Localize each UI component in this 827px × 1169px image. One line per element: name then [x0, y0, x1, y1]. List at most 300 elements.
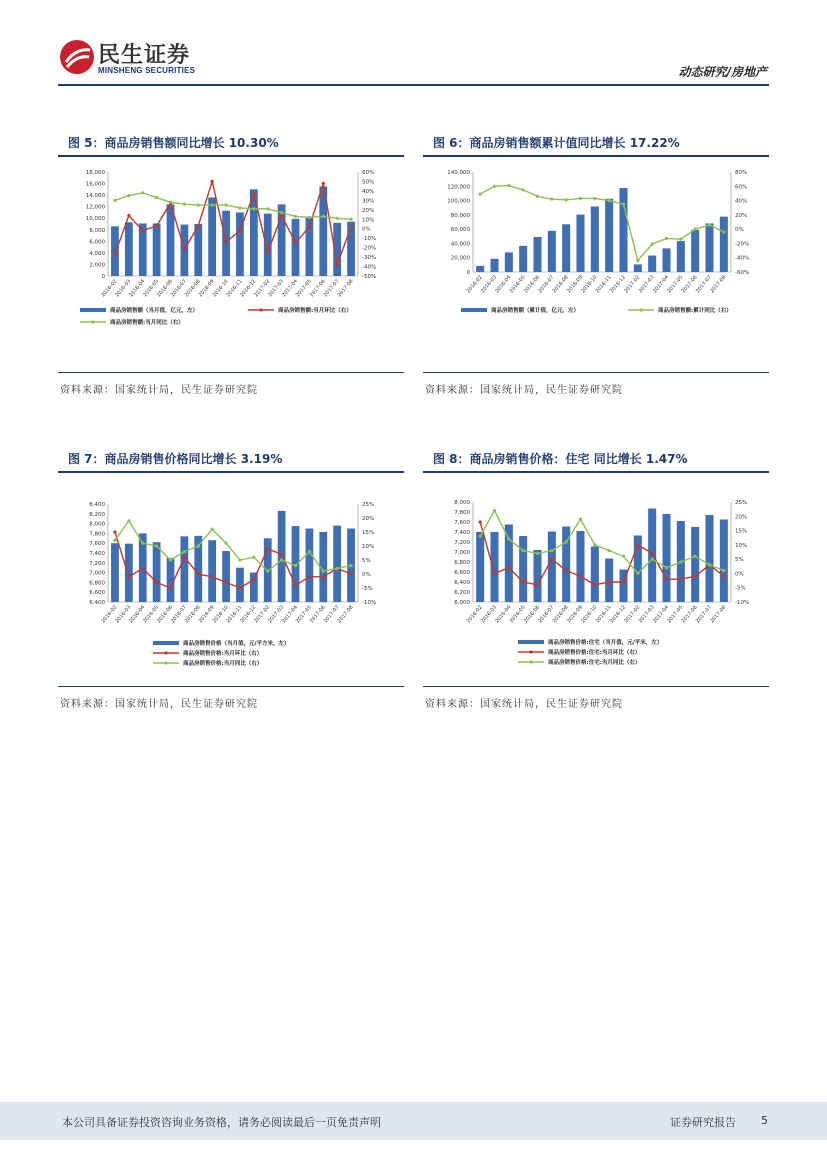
figure-8-source: 资料来源：国家统计局，民生证券研究院	[425, 699, 623, 710]
x-tick-label: 2016-06	[522, 274, 542, 295]
series-line	[480, 522, 724, 585]
series-point	[155, 581, 158, 584]
series-point	[349, 225, 352, 228]
x-tick-label: 2016-04	[128, 278, 147, 299]
report-section: 动态研究/房地产	[678, 65, 767, 79]
series-line	[480, 186, 724, 261]
left-tick-label: 120,000	[447, 184, 470, 191]
figure-8-chart	[423, 480, 769, 692]
series-point	[708, 563, 711, 566]
left-tick-label: 6,800	[89, 580, 105, 587]
series-point	[694, 228, 697, 231]
series-point	[280, 214, 283, 217]
figure-8-top-rule	[423, 471, 769, 473]
series-point	[522, 188, 525, 191]
legend-marker	[164, 651, 167, 654]
series-point	[308, 216, 311, 219]
bar	[648, 509, 656, 603]
series-point	[493, 572, 496, 575]
x-tick-label: 2016-07	[537, 604, 556, 625]
x-tick-label: 2016-04	[494, 604, 513, 625]
bar	[347, 222, 355, 276]
series-point	[238, 229, 241, 232]
x-tick-label: 2016-09	[565, 274, 585, 295]
series-point	[636, 259, 639, 262]
series-point	[550, 549, 553, 552]
legend-label: 商品房销售额（当月值，亿元，左）	[110, 308, 199, 314]
x-tick-label: 2017-05	[294, 278, 313, 299]
legend-label: 商品房销售价格（当月值，元/平方米，左）	[183, 641, 290, 647]
bar	[605, 199, 613, 272]
series-point	[266, 547, 269, 550]
series-point	[679, 560, 682, 563]
bar	[490, 259, 498, 272]
figure-6-panel	[423, 134, 769, 396]
series-point	[550, 558, 553, 561]
series-point	[197, 572, 200, 575]
series-point	[322, 575, 325, 578]
left-tick-label: 100,000	[447, 198, 470, 205]
series-point	[536, 195, 539, 198]
series-point	[252, 556, 255, 559]
x-tick-label: 2016-06	[155, 604, 175, 625]
legend-marker	[529, 650, 532, 653]
series-point	[479, 535, 482, 538]
x-tick-label: 2016-05	[508, 274, 527, 295]
bar	[576, 215, 584, 272]
right-tick-label: -50%	[362, 274, 377, 280]
x-tick-label: 2017-08	[709, 604, 728, 625]
left-tick-label: 4,000	[89, 250, 105, 257]
series-point	[479, 193, 482, 196]
header-divider	[58, 84, 769, 86]
x-tick-label: 2016-09	[197, 604, 216, 625]
right-tick-label: 30%	[362, 198, 375, 205]
series-point	[211, 575, 214, 578]
right-tick-label: 25%	[735, 500, 748, 506]
series-line	[115, 181, 351, 264]
figure-7-panel	[58, 450, 404, 712]
x-tick-label: 2016-11	[225, 278, 244, 299]
right-tick-label: 0%	[735, 227, 744, 234]
series-point	[493, 509, 496, 512]
series-point	[722, 230, 725, 233]
series-point	[197, 224, 200, 227]
legend-label: 商品房销售价格:当月同比（右）	[183, 661, 263, 667]
figure-7-top-rule	[58, 471, 404, 473]
x-tick-label: 2016-06	[522, 604, 542, 625]
legend-marker	[259, 308, 262, 311]
left-tick-label: 7,000	[89, 570, 105, 577]
x-tick-label: 2017-07	[694, 274, 714, 295]
series-point	[266, 570, 269, 573]
series-point	[665, 566, 668, 569]
series-point	[593, 543, 596, 546]
bar	[533, 237, 541, 272]
series-point	[507, 566, 510, 569]
x-tick-label: 2017-05	[666, 274, 685, 295]
legend-label: 商品房销售额:累计同比（右）	[658, 308, 732, 314]
page-header	[0, 0, 827, 86]
bar	[591, 207, 599, 273]
series-point	[349, 572, 352, 575]
bar	[533, 550, 541, 602]
left-tick-label: 16,000	[85, 181, 105, 188]
series-point	[694, 575, 697, 578]
x-tick-label: 2016-11	[594, 274, 613, 295]
series-point	[608, 199, 611, 202]
x-tick-label: 2016-05	[142, 604, 161, 625]
x-tick-label: 2016-02	[465, 604, 484, 625]
series-point	[336, 263, 339, 266]
bar	[691, 230, 699, 272]
bar	[476, 266, 484, 272]
series-point	[479, 520, 482, 523]
series-point	[322, 570, 325, 573]
series-point	[252, 207, 255, 210]
bar	[208, 197, 216, 276]
legend-swatch	[153, 641, 179, 645]
series-point	[197, 203, 200, 206]
left-tick-label: 2,000	[89, 262, 105, 269]
series-point	[224, 240, 227, 243]
series-point	[127, 575, 130, 578]
bar	[548, 532, 556, 603]
right-tick-label: 0%	[362, 226, 371, 233]
series-point	[694, 555, 697, 558]
series-point	[252, 578, 255, 581]
series-point	[211, 528, 214, 531]
x-tick-label: 2016-08	[183, 604, 202, 625]
right-tick-label: -10%	[362, 600, 377, 606]
x-tick-label: 2016-10	[211, 278, 230, 299]
series-point	[579, 575, 582, 578]
series-point	[224, 581, 227, 584]
right-tick-label: 0%	[735, 571, 744, 578]
left-tick-label: 6,200	[454, 590, 470, 596]
series-point	[651, 243, 654, 246]
x-tick-label: 2016-02	[465, 274, 484, 295]
bar	[691, 527, 699, 602]
figure-5-source: 资料来源：国家统计局，民生证券研究院	[60, 385, 258, 396]
left-tick-label: 7,200	[89, 560, 105, 567]
bar	[292, 219, 300, 276]
series-point	[336, 567, 339, 570]
bar	[490, 532, 498, 602]
x-tick-label: 2017-03	[637, 274, 656, 295]
bar	[720, 217, 728, 272]
x-tick-label: 2016-10	[211, 604, 230, 625]
right-tick-label: 40%	[735, 198, 748, 205]
series-point	[113, 199, 116, 202]
series-point	[665, 578, 668, 581]
x-tick-label: 2017-06	[680, 274, 699, 295]
series-point	[722, 575, 725, 578]
series-point	[536, 583, 539, 586]
series-point	[141, 542, 144, 545]
series-point	[169, 558, 172, 561]
x-tick-label: 2017-04	[651, 274, 671, 295]
series-point	[155, 544, 158, 547]
series-point	[308, 225, 311, 228]
series-point	[224, 203, 227, 206]
x-tick-label: 2017-03	[267, 278, 286, 299]
footer-disclaimer: 本公司具备证券投资咨询业务资格，请务必阅读最后一页免责声明	[62, 1116, 381, 1129]
bar	[476, 532, 484, 602]
series-point	[522, 580, 525, 583]
x-tick-label: 2017-04	[280, 604, 300, 625]
x-tick-label: 2017-03	[637, 604, 656, 625]
bar	[236, 568, 244, 602]
bar	[278, 511, 286, 602]
x-tick-label: 2017-05	[294, 604, 313, 625]
x-tick-label: 2016-09	[197, 278, 216, 299]
bar	[222, 551, 230, 602]
right-tick-label: 25%	[362, 502, 375, 508]
bar	[125, 222, 133, 276]
series-point	[141, 191, 144, 194]
figure-6-bottom-rule	[423, 372, 769, 373]
series-point	[294, 564, 297, 567]
x-tick-label: 2017-02	[253, 278, 272, 299]
right-tick-label: -60%	[735, 270, 750, 276]
page-number: 5	[761, 1114, 768, 1127]
figure-8-title: 图 8：商品房销售价格：住宅 同比增长 1.47%	[433, 452, 688, 466]
x-tick-label: 2017-06	[308, 604, 327, 625]
x-tick-label: 2017-07	[322, 278, 341, 299]
x-tick-label: 2017-08	[336, 278, 355, 299]
series-point	[651, 552, 654, 555]
series-point	[708, 223, 711, 226]
series-point	[252, 192, 255, 195]
bar	[648, 256, 656, 272]
series-point	[280, 558, 283, 561]
minsheng-logo	[58, 38, 208, 78]
x-tick-label: 2017-08	[709, 274, 728, 295]
series-point	[665, 237, 668, 240]
right-tick-label: 50%	[362, 179, 375, 186]
page-footer	[0, 1102, 827, 1140]
figure-5-panel	[58, 134, 404, 396]
figure-6-chart	[423, 164, 769, 376]
series-point	[608, 549, 611, 552]
x-tick-label: 2017-02	[623, 274, 642, 295]
series-point	[169, 586, 172, 589]
right-tick-label: 15%	[362, 530, 375, 536]
left-tick-label: 8,200	[89, 511, 105, 518]
bar	[591, 547, 599, 603]
right-tick-label: -20%	[362, 245, 377, 252]
bar	[505, 252, 513, 272]
x-tick-label: 2017-06	[308, 278, 327, 299]
left-tick-label: 7,600	[454, 520, 470, 526]
figure-7-title: 图 7：商品房销售价格同比增长 3.19%	[68, 452, 283, 466]
series-point	[155, 196, 158, 199]
series-point	[722, 569, 725, 572]
series-point	[238, 558, 241, 561]
bar	[125, 544, 133, 602]
series-point	[636, 543, 639, 546]
series-point	[522, 549, 525, 552]
right-tick-label: 10%	[362, 217, 375, 224]
right-tick-label: 20%	[735, 212, 748, 219]
series-point	[280, 553, 283, 556]
left-tick-label: 12,000	[85, 204, 105, 211]
minsheng-logo-icon	[58, 38, 96, 76]
figure-5-title: 图 5：商品房销售额同比增长 10.30%	[68, 136, 279, 150]
legend-marker	[164, 661, 167, 664]
series-point	[141, 567, 144, 570]
x-tick-label: 2017-05	[666, 604, 685, 625]
x-tick-label: 2016-09	[565, 604, 585, 625]
left-tick-label: 6,000	[454, 600, 470, 606]
series-point	[622, 580, 625, 583]
bar	[634, 264, 642, 272]
right-tick-label: 40%	[362, 188, 375, 195]
right-tick-label: 5%	[362, 558, 371, 564]
series-point	[679, 238, 682, 241]
x-tick-label: 2016-08	[551, 274, 570, 295]
series-point	[183, 550, 186, 553]
left-tick-label: 8,000	[89, 521, 105, 528]
figure-7-bottom-rule	[58, 686, 404, 687]
legend-swatch	[461, 308, 487, 312]
figure-6-top-rule	[423, 155, 769, 157]
bar	[562, 224, 570, 272]
x-tick-label: 2016-12	[608, 274, 628, 295]
series-point	[622, 555, 625, 558]
bar	[153, 223, 161, 276]
left-tick-label: 6,000	[89, 239, 105, 246]
series-point	[280, 211, 283, 214]
series-point	[679, 578, 682, 581]
left-tick-label: 10,000	[85, 216, 105, 223]
bar	[720, 520, 728, 603]
right-tick-label: 80%	[735, 170, 748, 176]
left-tick-label: 20,000	[450, 255, 470, 262]
x-tick-label: 2017-07	[694, 604, 714, 625]
bar	[662, 514, 670, 602]
series-point	[224, 542, 227, 545]
bar	[167, 204, 175, 276]
figure-7-chart	[58, 480, 404, 692]
legend-marker	[91, 320, 94, 323]
legend-label: 商品房销售价格:住宅（当月值，元/平米，左）	[548, 640, 663, 646]
series-point	[211, 203, 214, 206]
x-tick-label: 2016-07	[169, 604, 188, 625]
bar	[111, 543, 119, 602]
legend-label: 商品房销售价格:住宅:当月环比（右）	[548, 650, 641, 656]
legend-swatch	[80, 308, 106, 312]
x-tick-label: 2016-08	[183, 278, 202, 299]
left-tick-label: 6,600	[454, 570, 470, 576]
figure-6-title: 图 6：商品房销售额累计值同比增长 17.22%	[433, 136, 680, 150]
series-point	[113, 539, 116, 542]
x-tick-label: 2017-08	[336, 604, 355, 625]
series-point	[169, 201, 172, 204]
legend-marker	[639, 308, 642, 311]
series-point	[183, 556, 186, 559]
x-tick-label: 2016-04	[494, 274, 513, 295]
series-point	[493, 185, 496, 188]
figure-8-bottom-rule	[423, 686, 769, 687]
right-tick-label: -40%	[362, 264, 377, 271]
left-tick-label: 6,600	[89, 590, 105, 597]
figure-5-bottom-rule	[58, 372, 404, 373]
x-tick-label: 2017-03	[267, 604, 286, 625]
bar	[111, 226, 119, 276]
footer-doc-type: 证券研究报告	[670, 1116, 736, 1129]
bar	[505, 525, 513, 603]
series-point	[113, 253, 116, 256]
series-point	[183, 248, 186, 251]
left-tick-label: 80,000	[450, 212, 470, 219]
left-tick-label: 40,000	[450, 241, 470, 248]
legend-label: 商品房销售额:当月环比（右）	[278, 308, 352, 314]
left-tick-label: 6,400	[89, 600, 105, 606]
series-point	[127, 519, 130, 522]
left-tick-label: 7,600	[89, 541, 105, 548]
series-point	[141, 229, 144, 232]
left-tick-label: 7,800	[454, 510, 470, 516]
series-point	[349, 218, 352, 221]
left-tick-label: 18,000	[85, 170, 105, 176]
series-point	[127, 214, 130, 217]
x-tick-label: 2017-04	[651, 604, 671, 625]
right-tick-label: -5%	[735, 585, 746, 592]
series-point	[507, 184, 510, 187]
logo-chinese-name: 民生证券	[98, 43, 191, 68]
series-point	[197, 544, 200, 547]
series-point	[308, 575, 311, 578]
left-tick-label: 7,400	[454, 530, 470, 536]
series-point	[550, 198, 553, 201]
bar	[333, 526, 341, 602]
series-point	[593, 197, 596, 200]
left-tick-label: 6,400	[454, 580, 470, 586]
right-tick-label: -10%	[362, 236, 377, 243]
series-point	[608, 580, 611, 583]
bar	[181, 536, 189, 602]
series-point	[322, 215, 325, 218]
x-tick-label: 2016-05	[508, 604, 527, 625]
right-tick-label: 10%	[735, 542, 748, 549]
x-tick-label: 2016-08	[551, 604, 570, 625]
right-tick-label: 20%	[362, 207, 375, 214]
figure-5-top-rule	[58, 155, 404, 157]
right-tick-label: -10%	[735, 600, 750, 606]
series-point	[565, 540, 568, 543]
bar	[208, 540, 216, 602]
series-point	[294, 584, 297, 587]
bar	[605, 559, 613, 603]
legend-swatch	[518, 640, 544, 644]
bar	[576, 531, 584, 602]
x-tick-label: 2016-11	[225, 604, 244, 625]
bar	[677, 241, 685, 272]
right-tick-label: 15%	[735, 528, 748, 535]
bar	[705, 223, 713, 272]
series-point	[579, 197, 582, 200]
right-tick-label: 20%	[362, 516, 375, 522]
legend-marker	[529, 660, 532, 663]
legend-label: 商品房销售额:当月同比（右）	[110, 320, 184, 326]
series-point	[183, 203, 186, 206]
left-tick-label: 7,000	[454, 550, 470, 556]
left-tick-label: 8,000	[454, 500, 470, 506]
x-tick-label: 2016-10	[580, 274, 599, 295]
figure-6-source: 资料来源：国家统计局，民生证券研究院	[425, 385, 623, 396]
